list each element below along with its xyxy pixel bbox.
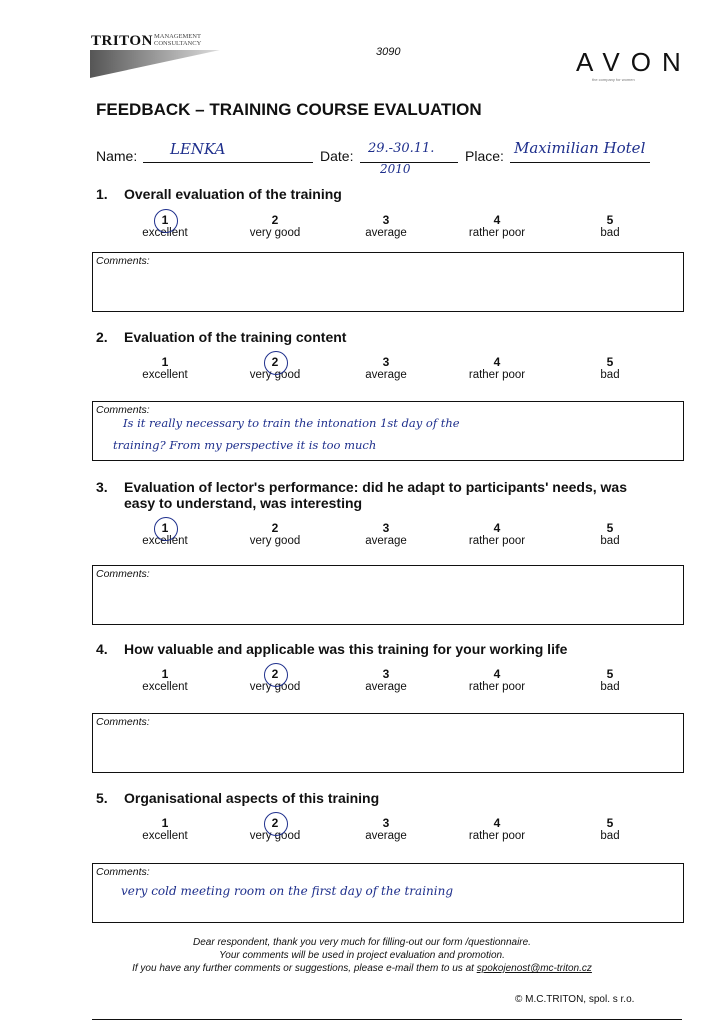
avon-tagline: the company for women <box>592 77 635 82</box>
q3-option-4[interactable]: 4 rather poor <box>468 521 526 547</box>
q5-option-2[interactable]: 2 very good <box>230 816 320 842</box>
date-value: 29.-30.11. <box>368 141 435 156</box>
question-4-number: 4. <box>96 641 108 657</box>
logo-subtitle-line-1: MANAGEMENT <box>154 33 201 40</box>
bottom-divider <box>92 1019 682 1020</box>
q1-selected-circle <box>154 209 178 233</box>
q4-comments-label: Comments: <box>96 716 150 728</box>
place-line <box>510 162 650 163</box>
q4-option-3[interactable]: 3 average <box>365 667 407 693</box>
q2-option-3[interactable]: 3 average <box>365 355 407 381</box>
page-title: FEEDBACK – TRAINING COURSE EVALUATION <box>96 100 482 119</box>
q2-option-5[interactable]: 5 bad <box>600 355 620 381</box>
q3-option-3[interactable]: 3 average <box>365 521 407 547</box>
name-line <box>143 162 313 163</box>
q4-comments-box[interactable] <box>92 713 684 773</box>
q2-comment-line-1: Is it really necessary to train the intonation 1st day of the <box>123 416 460 430</box>
question-1-number: 1. <box>96 186 108 202</box>
date-value-year: 2010 <box>380 162 411 176</box>
q2-comment-line-2: training? From my perspective it is too much <box>113 438 377 452</box>
q1-option-2[interactable]: 2 very good <box>249 213 301 239</box>
logo-subtitle-line-2: CONSULTANCY <box>154 40 202 47</box>
q5-option-3[interactable]: 3 average <box>365 816 407 842</box>
q5-comments-label: Comments: <box>96 866 150 878</box>
question-3-text-line-2: easy to understand, was interesting <box>124 495 363 511</box>
q4-selected-circle <box>264 663 288 687</box>
question-3-number: 3. <box>96 479 108 495</box>
q2-comments-box[interactable] <box>92 401 684 461</box>
place-value: Maximilian Hotel <box>514 139 646 157</box>
question-2-text: Evaluation of the training content <box>124 329 347 345</box>
q5-option-1[interactable]: 1 excellent <box>142 816 188 842</box>
triton-logo-subtitle <box>154 33 234 47</box>
q4-option-1[interactable]: 1 excellent <box>142 667 188 693</box>
question-5-number: 5. <box>96 790 108 806</box>
q2-selected-circle <box>264 351 288 375</box>
name-label: Name: <box>96 148 138 164</box>
copyright: © M.C.TRITON, spol. s r.o. <box>515 994 635 1005</box>
q5-comment-line-1: very cold meeting room on the first day of the training <box>121 884 454 898</box>
q2-option-1[interactable]: 1 excellent <box>142 355 188 381</box>
q2-comments-label: Comments: <box>96 404 150 416</box>
q3-comments-box[interactable] <box>92 565 684 625</box>
q3-option-5[interactable]: 5 bad <box>600 521 620 547</box>
q3-comments-label: Comments: <box>96 568 150 580</box>
footer-email-link[interactable]: spokojenost@mc-triton.cz <box>476 963 592 974</box>
question-5-text: Organisational aspects of this training <box>124 790 380 806</box>
footer-line-3 <box>0 963 724 976</box>
q5-comments-box[interactable] <box>92 863 684 923</box>
footer-line-2: Your comments will be used in project evaluation and promotion. <box>219 950 505 961</box>
document-number: 3090 <box>376 46 401 58</box>
q1-option-1[interactable]: 1 excellent <box>120 213 210 239</box>
triton-logo-triangle-icon <box>90 50 220 80</box>
q3-option-1[interactable]: 1 excellent <box>120 521 210 547</box>
q1-comments-box[interactable] <box>92 252 684 312</box>
footer-line-1: Dear respondent, thank you very much for filling-out our form /questionnaire. <box>193 937 531 948</box>
q4-option-2[interactable]: 2 very good <box>230 667 320 693</box>
avon-logo: AVON <box>576 47 692 77</box>
q1-option-3[interactable]: 3 average <box>365 213 407 239</box>
question-2-number: 2. <box>96 329 108 345</box>
q5-selected-circle <box>264 812 288 836</box>
q5-option-5[interactable]: 5 bad <box>600 816 620 842</box>
date-label: Date: <box>320 148 354 164</box>
question-4-text: How valuable and applicable was this training for your working life <box>124 641 568 657</box>
q3-option-2[interactable]: 2 very good <box>249 521 301 547</box>
q1-option-5[interactable]: 5 bad <box>600 213 620 239</box>
name-value: LENKA <box>170 140 226 158</box>
question-3-text-line-1: Evaluation of lector's performance: did he adapt to participants' needs, was <box>124 479 627 495</box>
question-1-text: Overall evaluation of the training <box>124 186 342 202</box>
q2-option-2[interactable]: 2 very good <box>230 355 320 381</box>
q4-option-5[interactable]: 5 bad <box>600 667 620 693</box>
q3-selected-circle <box>154 517 178 541</box>
q4-option-4[interactable]: 4 rather poor <box>468 667 526 693</box>
q1-comments-label: Comments: <box>96 255 150 267</box>
footer-line-3-text: If you have any further comments or suggestions, please e-mail them to us at <box>132 963 477 974</box>
place-label: Place: <box>465 148 504 164</box>
q1-option-4[interactable]: 4 rather poor <box>468 213 526 239</box>
q2-option-4[interactable]: 4 rather poor <box>468 355 526 381</box>
triton-logo-text: TRITON <box>91 33 153 49</box>
q5-option-4[interactable]: 4 rather poor <box>468 816 526 842</box>
